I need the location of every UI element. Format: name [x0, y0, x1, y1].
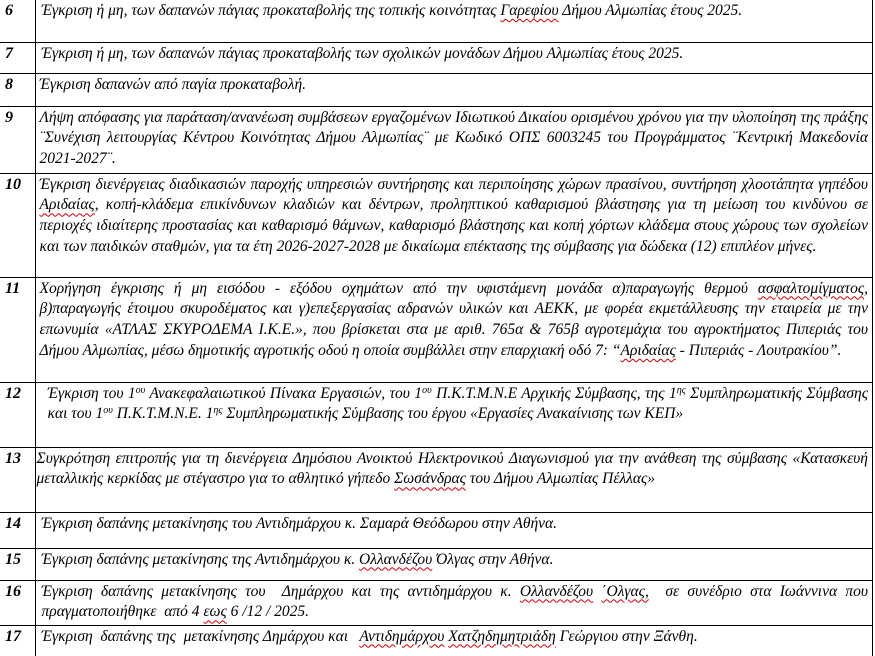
item-number: 13	[0, 447, 35, 512]
item-number: 7	[0, 42, 35, 73]
agenda-row	[0, 106, 873, 173]
item-text[interactable]: Έγκριση του $1^{o\upsilon}$ Ανακεφαλαιωτικού Πίνακα Εργασιών, του $1^{o\upsilon}$ Π.Κ.Τ.Μ.Ν.Ε Αρχικής Σύμβασης, της $1^{\eta\varsigma}$ Συμπληρωματικής Σύμβασης και του $1^{o\upsilon}$ Π.Κ.Τ.Μ.Ν.Ε. $1^{\eta\varsigma}$ Συμπληρωματικής Σύμβασης του έργου «Εργασίες Ανακαίνισης των ΚΕΠ»	[35, 382, 873, 447]
agenda-row	[0, 173, 873, 277]
agenda-row	[0, 580, 873, 625]
misspelled-word[interactable]: Αριδαίας	[620, 341, 676, 359]
item-number: 6	[0, 0, 35, 42]
item-number: 17	[0, 625, 35, 656]
item-text[interactable]: Έγκριση διενέργειας διαδικασιών παροχής υπηρεσιών συντήρησης και περιποίησης χώρων πρασίνου, συντήρηση χλοοτάπητα γηπέδου Αριδαίας, κοπή-κλάδεμα επικίνδυνων κλαδιών και δέντρων, προληπτικού καθαρισμού βλάστησης για τη μείωση του κινδύνου σε περιοχές ιδιαίτερης προστασίας και καθαρισμό θάμνων, καθαρισμό βλάστησης και κοπή χόρτων κλάδεμα στους χώρους των σχολείων και των παιδικών σταθμών, για τα έτη 2026-2027-2028 με δικαίωμα επέκτασης της σύμβασης για δώδεκα (12) επιπλέον μήνες.	[35, 173, 873, 277]
agenda-row	[0, 277, 873, 382]
item-text[interactable]: Έγκριση δαπανών από παγία προκαταβολή.	[35, 73, 873, 106]
agenda-row	[0, 548, 873, 580]
misspelled-word[interactable]: Σωσάνδρας	[394, 470, 466, 488]
misspelled-word[interactable]: εως	[203, 603, 227, 621]
item-text[interactable]: Χορήγηση έγκρισης ή μη εισόδου - εξόδου οχημάτων από την υφιστάμενη μονάδα α)παραγωγής θερμού ασφαλτομίγματος, β)παραγωγής έτοιμου σκυροδέματος και γ)επεξεργασίας αδρανών υλικών και ΑΕΚΚ, με φορέα εκμετάλλευσης την εταιρεία με την επωνυμία «ΑΤΛΑΣ ΣΚΥΡΟΔΕΜΑ Ι.Κ.Ε.», που βρίσκεται στα με αριθ. 765α & 765β αγροτεμάχια του αγροκτήματος Πιπεριάς του Δήμου Αλμωπίας, μέσω δημοτικής αγροτικής οδού η οποία συμβάλλει στην επαρχιακή οδό 7: “Αριδαίας - Πιπεριάς - Λουτρακίου”.	[35, 277, 873, 382]
misspelled-word[interactable]: Ολλανδέζου	[519, 582, 594, 600]
agenda-row	[0, 447, 873, 512]
misspelled-word[interactable]: Αριδαίας	[39, 196, 95, 214]
misspelled-word[interactable]: ΄Ολγας,	[601, 582, 649, 600]
item-text[interactable]: Έγκριση ή μη, των δαπανών πάγιας προκαταβολής των σχολικών μονάδων Δήμου Αλμωπίας έτους 2025.	[35, 42, 873, 73]
item-number: 15	[0, 548, 35, 580]
misspelled-word[interactable]: Αντιδημάρχου	[359, 627, 445, 645]
agenda-row	[0, 625, 873, 656]
item-number: 12	[0, 382, 35, 447]
item-number: 10	[0, 173, 35, 277]
item-text[interactable]: Έγκριση δαπάνης της μετακίνησης Δημάρχου και Αντιδημάρχου Χατζηδημητριάδη Γεώργιου στην Ξάνθη.	[35, 625, 873, 656]
agenda-row	[0, 382, 873, 447]
item-text[interactable]: Έγκριση δαπάνης μετακίνησης του Δημάρχου και της αντιδημάρχου κ. Ολλανδέζου ΄Ολγας, σε συνέδριο στα Ιωάννινα που πραγματοποιήθηκε από 4 εως 6 /12 / 2025.	[35, 580, 873, 625]
misspelled-word[interactable]: Ολλανδέζου	[359, 550, 433, 568]
item-number: 14	[0, 512, 35, 548]
misspelled-word[interactable]: Γαρεφίου	[500, 2, 559, 19]
agenda-row	[0, 0, 873, 42]
agenda-row	[0, 73, 873, 106]
item-text[interactable]: Έγκριση δαπάνης μετακίνησης της Αντιδημάρχου κ. Ολλανδέζου Όλγας στην Αθήνα.	[35, 548, 873, 580]
agenda-row	[0, 42, 873, 73]
item-number: 8	[0, 73, 35, 106]
item-text[interactable]: Λήψη απόφασης για παράταση/ανανέωση συμβάσεων εργαζομένων Ιδιωτικού Δικαίου ορισμένου χρόνου για την υλοποίηση της πράξης ¨Συνέχιση λειτουργίας Κέντρου Κοινότητας Δήμου Αλμωπίας¨ με Κωδικό ΟΠΣ 6003245 του Προγράμματος ¨Κεντρική Μακεδονία 2021-2027¨.	[35, 106, 873, 173]
item-number: 16	[0, 580, 35, 625]
misspelled-word[interactable]: Χατζηδημητριάδη	[448, 627, 556, 645]
item-text[interactable]: Έγκριση δαπάνης μετακίνησης του Αντιδημάρχου κ. Σαμαρά Θεόδωρου στην Αθήνα.	[35, 512, 873, 548]
item-text[interactable]: Έγκριση ή μη, των δαπανών πάγιας προκαταβολής της τοπικής κοινότητας Γαρεφίου Δήμου Αλμωπίας έτους 2025.	[35, 0, 873, 42]
item-text[interactable]: Συγκρότηση επιτροπής για τη διενέργεια Δημόσιου Ανοικτού Ηλεκτρονικού Διαγωνισμού για την ανάθεση της σύμβασης «Κατασκευή μεταλλικής κερκίδας με στέγαστρο για το αθλητικό γήπεδο Σωσάνδρας του Δήμου Αλμωπίας Πέλλας»	[35, 447, 873, 512]
misspelled-word[interactable]: ασφαλτομίγματος	[757, 279, 865, 297]
item-number: 9	[0, 106, 35, 173]
agenda-row	[0, 512, 873, 548]
item-number: 11	[0, 277, 35, 382]
